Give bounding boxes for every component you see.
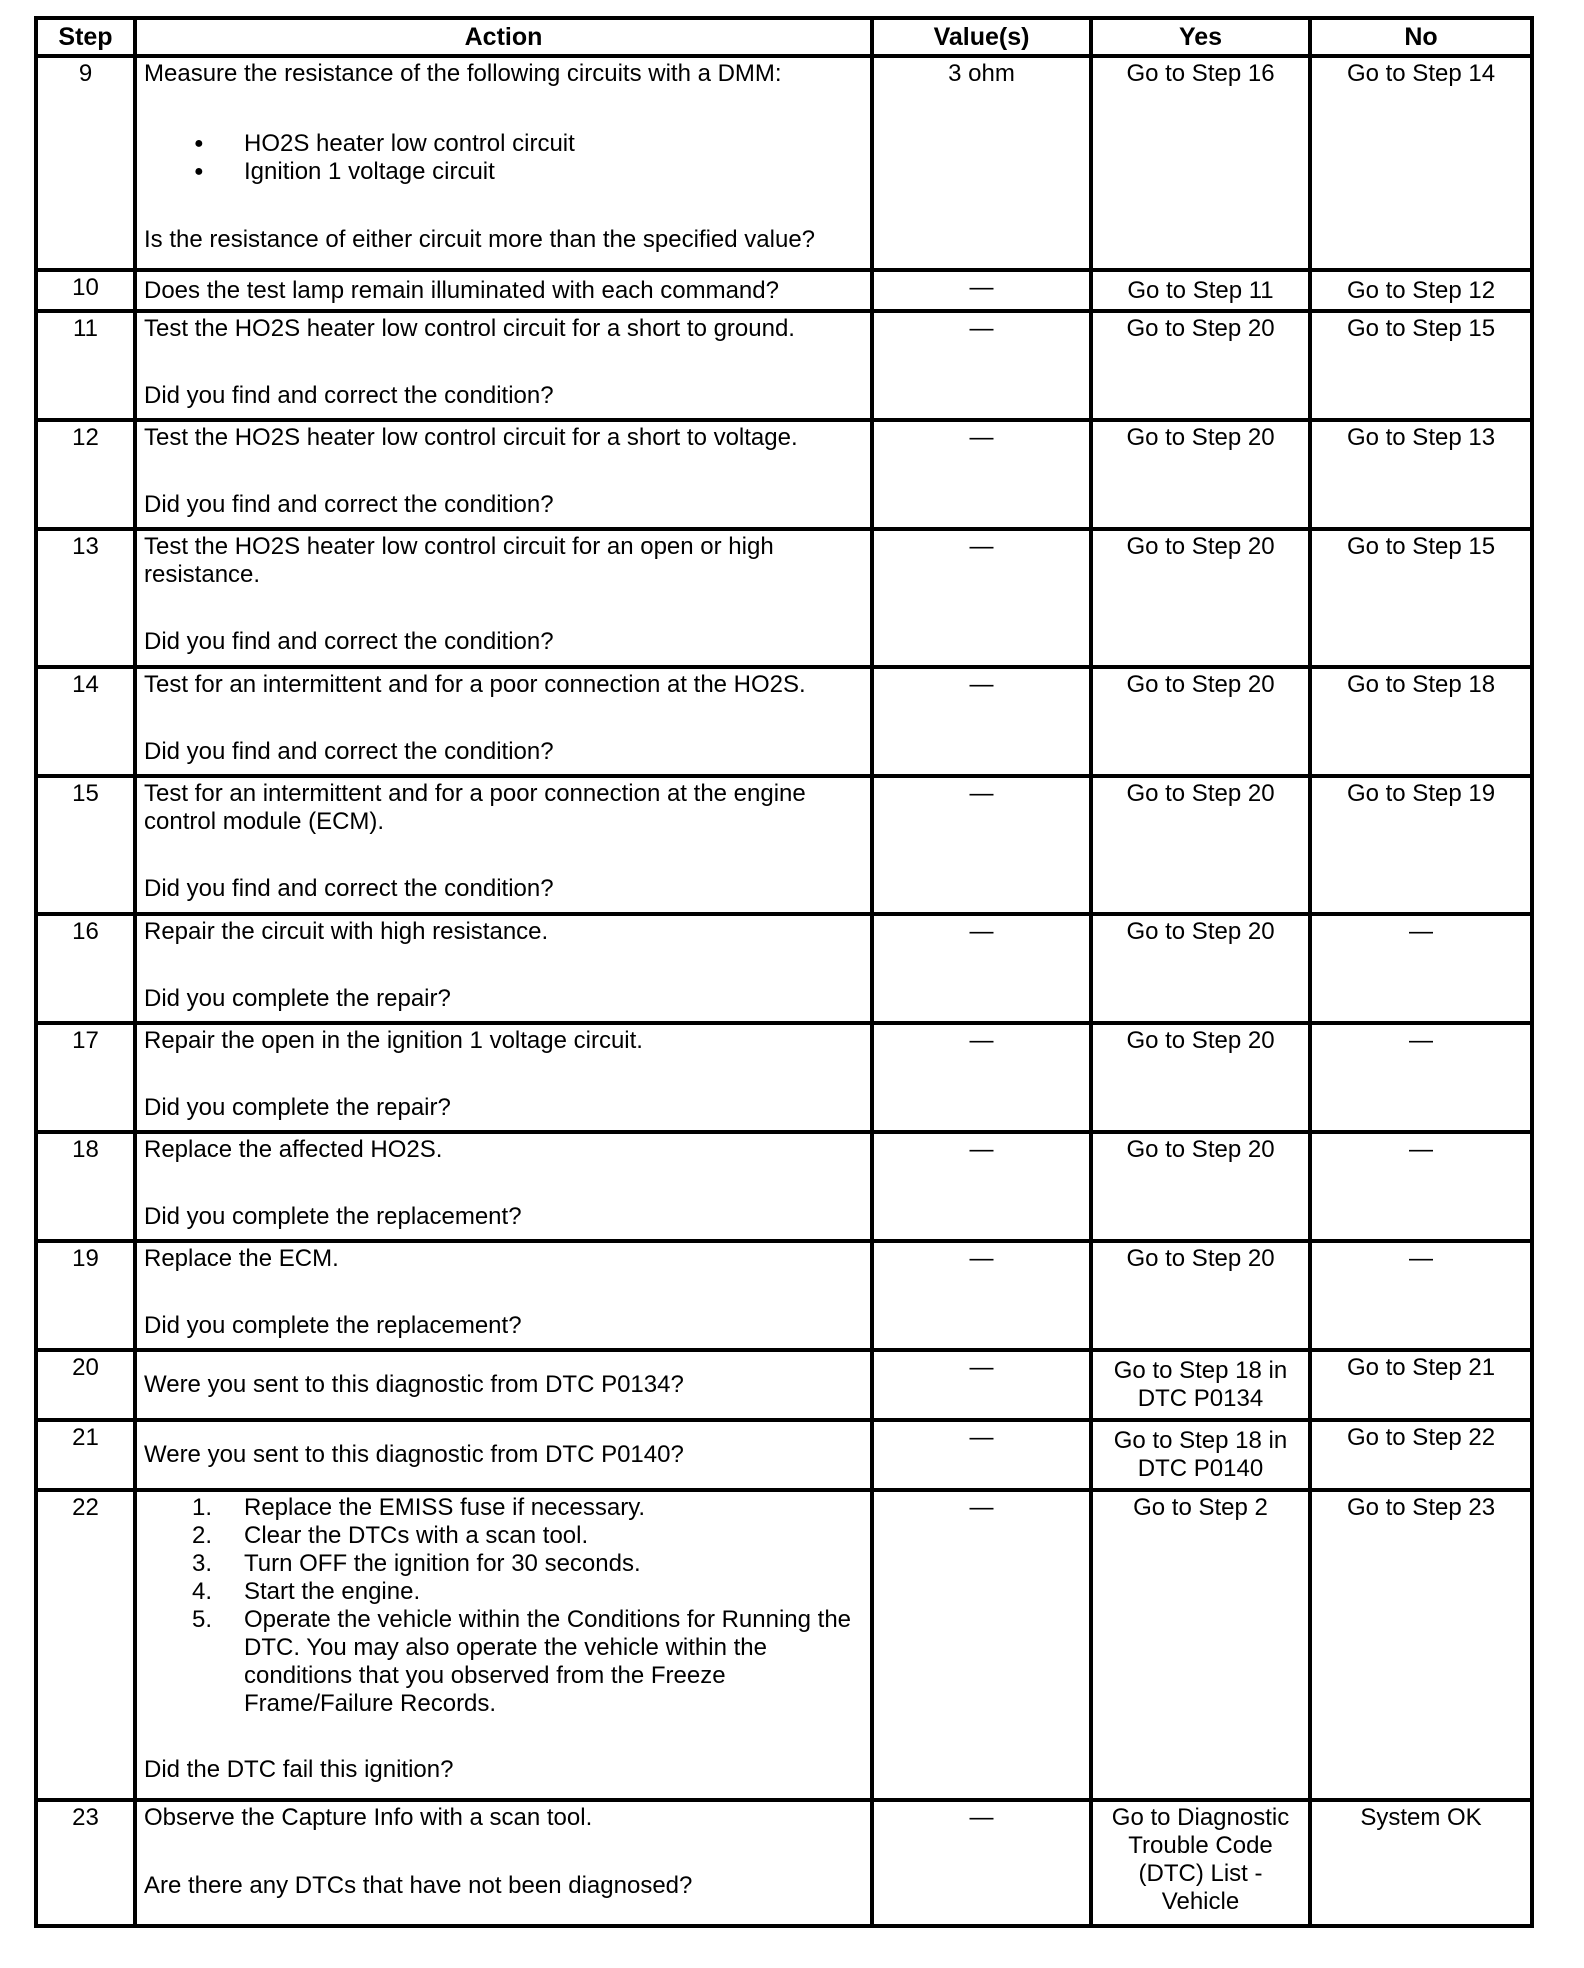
yes-cell: Go to Step 20 (1091, 529, 1310, 667)
list-item-text: Operate the vehicle within the Conditions for Running the DTC. You may also operate the vehicle within the conditions that you observed from the Freeze Frame/Failure Records. (244, 1606, 852, 1717)
no-cell: Go to Step 13 (1310, 420, 1532, 529)
numbered-list (144, 1494, 863, 1718)
action-text: Observe the Capture Info with a scan tool. (144, 1804, 593, 1831)
action-cell (135, 914, 872, 1023)
list-item: ● HO2S heater low control circuit (144, 130, 863, 158)
value-cell: — (872, 1132, 1091, 1241)
list-item (144, 1578, 863, 1606)
action-cell (135, 1490, 872, 1800)
value-cell: — (872, 1420, 1091, 1490)
no-cell: System OK (1310, 1800, 1532, 1926)
action-text: Replace the affected HO2S. (144, 1136, 443, 1163)
value-cell: — (872, 1350, 1091, 1420)
question-text: Did you complete the replacement? (144, 1203, 522, 1230)
step-number: 17 (36, 1023, 135, 1132)
yes-cell: Go to Step 11 (1091, 270, 1310, 311)
no-cell: Go to Step 15 (1310, 311, 1532, 420)
table-row (36, 667, 1532, 776)
table-row (36, 1350, 1532, 1420)
table-row (36, 420, 1532, 529)
header-step: Step (36, 18, 135, 56)
table-row (36, 1132, 1532, 1241)
action-text: Test for an intermittent and for a poor connection at the HO2S. (144, 671, 806, 698)
value-cell: — (872, 311, 1091, 420)
yes-cell: Go to Step 18 in DTC P0134 (1091, 1350, 1310, 1420)
no-cell: Go to Step 15 (1310, 529, 1532, 667)
value-cell: 3 ohm (872, 56, 1091, 270)
action-cell (135, 529, 872, 667)
yes-cell: Go to Step 20 (1091, 776, 1310, 914)
action-cell (135, 56, 872, 270)
value-cell: — (872, 1241, 1091, 1350)
no-cell: Go to Step 19 (1310, 776, 1532, 914)
action-cell (135, 1241, 872, 1350)
yes-cell: Go to Step 20 (1091, 667, 1310, 776)
yes-cell: Go to Diagnostic Trouble Code (DTC) List - Vehicle (1091, 1800, 1310, 1926)
question-text: Did you complete the repair? (144, 985, 451, 1012)
question-text: Is the resistance of either circuit more than the specified value? (144, 226, 816, 253)
table-row (36, 776, 1532, 914)
action-text: Replace the ECM. (144, 1245, 339, 1272)
question-text: Did you find and correct the condition? (144, 491, 554, 518)
yes-cell: Go to Step 20 (1091, 1023, 1310, 1132)
yes-cell: Go to Step 16 (1091, 56, 1310, 270)
list-item-text: Replace the EMISS fuse if necessary. (244, 1494, 646, 1521)
action-text: Test the HO2S heater low control circuit for a short to ground. (144, 315, 795, 342)
list-number: 2. (192, 1522, 213, 1549)
value-cell: — (872, 1023, 1091, 1132)
no-cell: — (1310, 914, 1532, 1023)
no-cell: Go to Step 14 (1310, 56, 1532, 270)
header-values: Value(s) (872, 18, 1091, 56)
table-row (36, 1800, 1532, 1926)
step-number: 14 (36, 667, 135, 776)
step-number: 22 (36, 1490, 135, 1800)
no-cell: Go to Step 12 (1310, 270, 1532, 311)
no-cell: Go to Step 22 (1310, 1420, 1532, 1490)
step-number: 11 (36, 311, 135, 420)
question-text: Did you complete the replacement? (144, 1312, 522, 1339)
yes-cell: Go to Step 20 (1091, 1241, 1310, 1350)
list-item: ● Ignition 1 voltage circuit (144, 158, 863, 186)
step-number: 20 (36, 1350, 135, 1420)
action-text: Test the HO2S heater low control circuit for a short to voltage. (144, 424, 798, 451)
list-item (144, 1550, 863, 1578)
table-row (36, 914, 1532, 1023)
step-number: 18 (36, 1132, 135, 1241)
no-cell: — (1310, 1241, 1532, 1350)
action-cell (135, 1800, 872, 1926)
diagnostic-table (34, 16, 1534, 1928)
table-row (36, 270, 1532, 311)
no-cell: Go to Step 18 (1310, 667, 1532, 776)
value-cell: — (872, 529, 1091, 667)
yes-cell: Go to Step 20 (1091, 1132, 1310, 1241)
no-cell: Go to Step 21 (1310, 1350, 1532, 1420)
yes-cell: Go to Step 20 (1091, 420, 1310, 529)
step-number: 10 (36, 270, 135, 311)
action-text: Repair the open in the ignition 1 voltage circuit. (144, 1027, 643, 1054)
yes-cell: Go to Step 18 in DTC P0140 (1091, 1420, 1310, 1490)
no-cell: — (1310, 1023, 1532, 1132)
table-row (36, 56, 1532, 270)
question-text: Did the DTC fail this ignition? (144, 1756, 454, 1783)
table-row (36, 1420, 1532, 1490)
question-text: Did you find and correct the condition? (144, 628, 554, 655)
table-row (36, 1490, 1532, 1800)
action-cell (135, 1023, 872, 1132)
question-text: Are there any DTCs that have not been diagnosed? (144, 1872, 693, 1899)
value-cell: — (872, 1490, 1091, 1800)
step-number: 9 (36, 56, 135, 270)
question-text: Did you find and correct the condition? (144, 738, 554, 765)
list-item-text: Clear the DTCs with a scan tool. (244, 1522, 589, 1549)
list-number: 1. (192, 1494, 213, 1521)
value-cell: — (872, 270, 1091, 311)
header-yes: Yes (1091, 18, 1310, 56)
table-row (36, 1241, 1532, 1350)
question-text: Were you sent to this diagnostic from DTC P0134? (135, 1350, 872, 1420)
value-cell: — (872, 667, 1091, 776)
yes-cell: Go to Step 20 (1091, 914, 1310, 1023)
question-text: Did you find and correct the condition? (144, 875, 554, 902)
list-item (144, 1494, 863, 1522)
action-cell (135, 1132, 872, 1241)
step-number: 16 (36, 914, 135, 1023)
action-text: Test for an intermittent and for a poor connection at the engine control module (ECM). (144, 780, 806, 835)
step-number: 13 (36, 529, 135, 667)
action-text: Test the HO2S heater low control circuit for an open or high resistance. (144, 533, 774, 588)
yes-cell: Go to Step 2 (1091, 1490, 1310, 1800)
table-row (36, 529, 1532, 667)
yes-cell: Go to Step 20 (1091, 311, 1310, 420)
question-text: Did you complete the repair? (144, 1094, 451, 1121)
header-action: Action (135, 18, 872, 56)
list-item (144, 1522, 863, 1550)
list-item-text: Turn OFF the ignition for 30 seconds. (244, 1550, 641, 1577)
list-item-text: Start the engine. (244, 1578, 421, 1605)
action-cell (135, 311, 872, 420)
action-cell (135, 667, 872, 776)
action-text: Measure the resistance of the following circuits with a DMM: (144, 60, 782, 87)
table-row (36, 311, 1532, 420)
step-number: 19 (36, 1241, 135, 1350)
step-number: 12 (36, 420, 135, 529)
list-number: 4. (192, 1578, 213, 1605)
action-cell (135, 420, 872, 529)
question-text: Did you find and correct the condition? (144, 382, 554, 409)
step-number: 21 (36, 1420, 135, 1490)
question-text: Does the test lamp remain illuminated with each command? (135, 270, 872, 311)
action-cell (135, 776, 872, 914)
action-text: Repair the circuit with high resistance. (144, 918, 549, 945)
value-cell: — (872, 420, 1091, 529)
no-cell: Go to Step 23 (1310, 1490, 1532, 1800)
list-number: 5. (192, 1606, 213, 1633)
header-row (36, 18, 1532, 56)
list-number: 3. (192, 1550, 213, 1577)
value-cell: — (872, 914, 1091, 1023)
step-number: 23 (36, 1800, 135, 1926)
bullet-list (144, 130, 863, 186)
value-cell: — (872, 1800, 1091, 1926)
table-row (36, 1023, 1532, 1132)
no-cell: — (1310, 1132, 1532, 1241)
question-text: Were you sent to this diagnostic from DTC P0140? (135, 1420, 872, 1490)
header-no: No (1310, 18, 1532, 56)
list-item (144, 1606, 863, 1718)
step-number: 15 (36, 776, 135, 914)
value-cell: — (872, 776, 1091, 914)
